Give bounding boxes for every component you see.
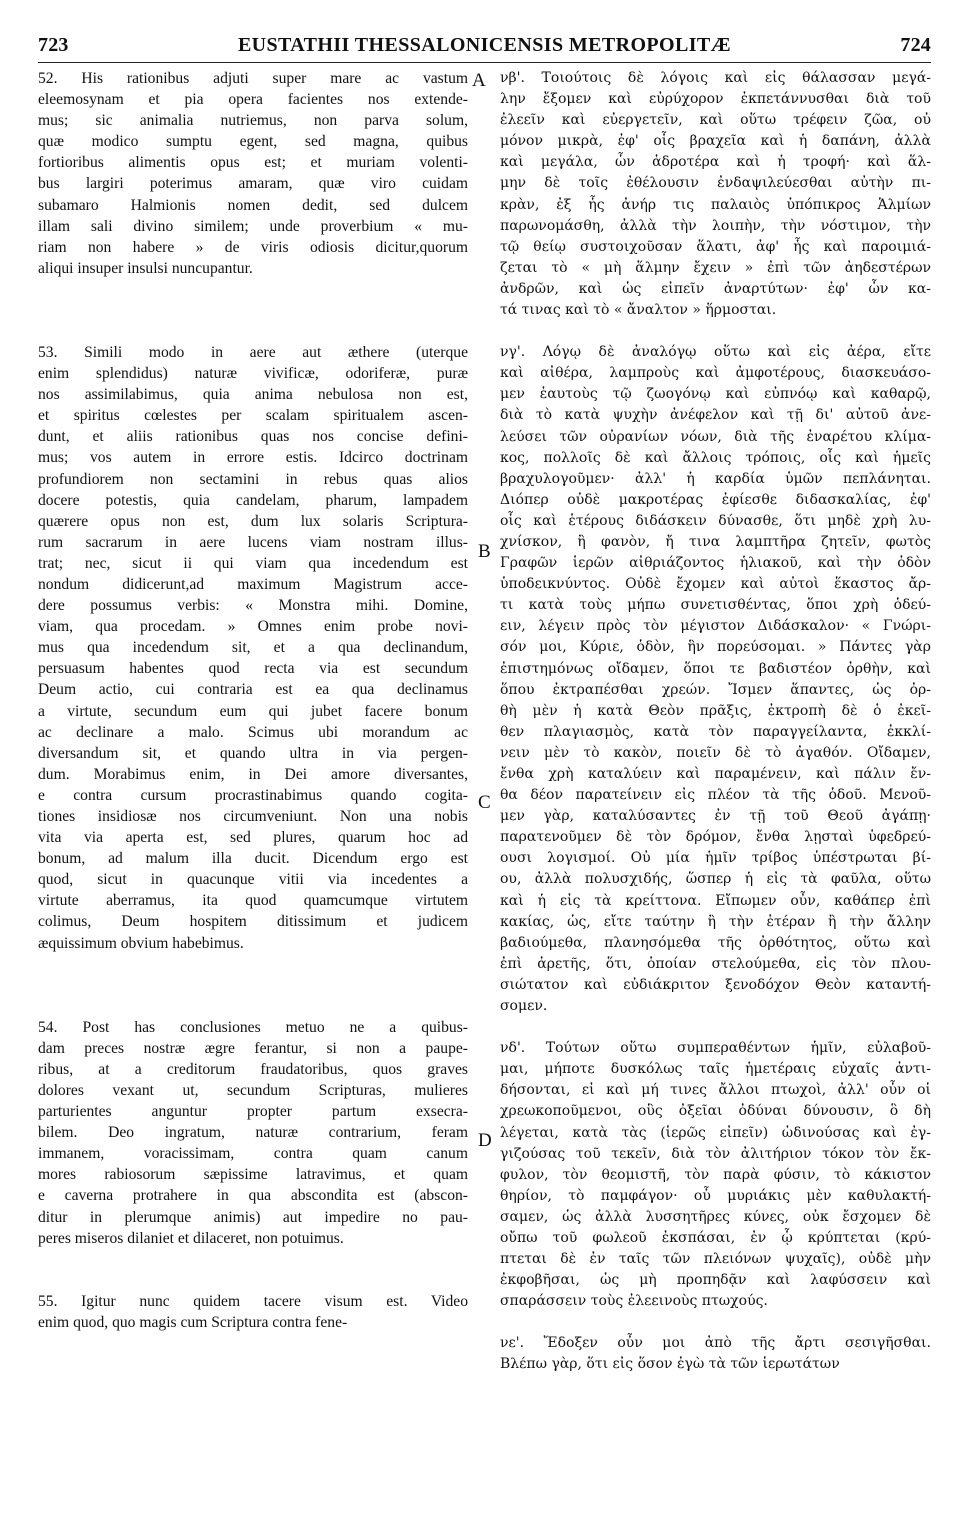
greek-text-line: νγ'. Λόγῳ δὲ ἀναλόγῳ οὕτω καὶ εἰς ἀέρα, εἴτε (500, 344, 931, 361)
latin-text-line: ditur in plerumque animis) aut impedire no pau- (38, 1208, 468, 1226)
latin-text-line: persuasum habentes quod recta via est secundum (38, 660, 468, 678)
greek-text-line: χνίσκον, ἢ φανὸν, ἤ τινα λαμπτῆρα ζητεῖν, φωτὸς (500, 533, 931, 550)
latin-text-line: bonum, ad malum illa ducit. Dicendum ergo est (38, 850, 468, 868)
greek-text-line: σομεν. (500, 998, 548, 1015)
greek-text-line: σαμεν, ὡς ἀλλὰ λυσσητῆρες κύνες, οὐκ ἔσχομεν δὲ (500, 1208, 931, 1225)
latin-text-line: rum sacrarum in aere lucens viam nostram illus- (38, 533, 468, 551)
greek-text-line: ἐπιστημόνως οἴδαμεν, ὅποι τε βαδιστέον ὀρθὴν, καὶ (500, 660, 931, 677)
greek-text-line: θα δέον παρατείνειν εἰς πλέον τὰ τῆς ὁδοῦ. Μενοῦ- (500, 787, 931, 804)
latin-text-line: mores rabiosorum sæpissime latravimus, et quam (38, 1166, 468, 1184)
margin-marker-c: C (478, 792, 491, 813)
latin-text-line: 52. His rationibus adjuti super mare ac vastum (38, 70, 468, 87)
greek-text-line: βαδιούμεθα, πλανησόμεθα τῆς ὀρθότητος, οὕτω καὶ (500, 934, 931, 951)
greek-text-line: μεν ἑαυτοὺς τῷ ζωογόνῳ καὶ εὐπνόῳ καὶ καθαρῷ, (500, 386, 931, 403)
latin-text-line: a virtute, secundum eum qui jubet facere bonum (38, 702, 468, 720)
latin-text-line: eleemosynam et pia opera facientes nos extende- (38, 91, 468, 109)
greek-text-line: καὶ ἡ εἰς τὰ κρείττονα. Εἴπωμεν οὖν, καθάπερ ἐπὶ (500, 892, 931, 909)
paragraph-gap (38, 300, 468, 321)
greek-paragraph (500, 68, 931, 321)
greek-text-line: ουσι λογισμοί. Οὐ μία ἡμῖν τρίβος ὑπέστρωται βί- (500, 850, 931, 867)
greek-text-line: γιζούσας τοῦ τεκεῖν, διὰ τὸν ἀλιτήριον τόκον τὸν ἔκ- (500, 1145, 931, 1162)
greek-paragraph (500, 1038, 931, 1312)
greek-text-line: οὔπω τοῦ φωλεοῦ ἐκσπάσαι, ἐν ᾧ κρύπτεται (κρύ- (500, 1229, 931, 1246)
paragraph-gap (500, 321, 931, 342)
greek-text-line: βραχυλογοῦμεν· ἀλλ' ἡ καρδία ὑμῶν πεπλάνηται. (500, 470, 931, 487)
latin-text-line: riam non habere » de viris odiosis dicitur,quorum (38, 238, 468, 256)
margin-marker-b: B (478, 541, 491, 562)
greek-text-line: ἐκφοβῆσαι, ὡς μὴ προπηδᾷν καὶ λαφύσσειν καὶ (500, 1272, 931, 1289)
latin-text-line: fortioribus alimentis opus est; et muriam volenti- (38, 154, 468, 172)
margin-marker-a: A (472, 70, 486, 91)
latin-text-line: mus; sic animalia nutriemus, non parva solum, (38, 112, 468, 130)
latin-text-line: 53. Simili modo in aere aut æthere (uterque (38, 343, 468, 361)
greek-column (500, 68, 931, 1376)
running-header (38, 34, 931, 60)
greek-text-line: νε'. Ἔδοξεν οὖν μοι ἀπὸ τῆς ἄρτι σεσιγῆσθαι. (500, 1335, 931, 1352)
latin-text-line: dum. Morabimus enim, in Dei amore diversantes, (38, 765, 468, 783)
greek-text-line: τι κατὰ τοὺς μήπω συνετισθέντας, ὅποι χρὴ ὁδεύ- (500, 597, 931, 614)
paragraph-gap (500, 1017, 931, 1038)
latin-paragraph (38, 68, 468, 279)
greek-text-line: τά τινας καὶ τὸ « ἄναλτον » ἥρμοσται. (500, 302, 777, 319)
greek-text-line: σόν μοι, Κύριε, ὁδὸν, ἣν πορεύσομαι. » Πάντες γὰρ (500, 639, 931, 656)
greek-text-line: μην δὲ τοῖς ἐθέλουσιν ἐνδαψιλεύεσθαι αὐτὴν πι- (500, 175, 931, 192)
greek-text-line: θηρίον, τὸ παμφάγον· οὗ μυριάκις μὲν καθυλακτή- (500, 1187, 931, 1204)
latin-text-line: e caverna protrahere in qua abscondita est (abscon- (38, 1187, 468, 1205)
greek-paragraph (500, 1333, 931, 1375)
latin-text-line: profundiorem non sectamini in rebus quas alios (38, 470, 468, 488)
latin-text-line: quod, sicut in quacunque vitii via incedentes a (38, 871, 468, 889)
paragraph-gap (38, 996, 468, 1017)
greek-text-line: Διόπερ οὐδὲ μακροτέρας ἐφίεσθε διδασκαλίας, ἐφ' (500, 491, 931, 508)
paragraph-gap (38, 954, 468, 975)
greek-text-line: μαι, μήποτε δυσκόλως ταῖς ἡμετέραις εὐχαῖς ἀντι- (500, 1061, 931, 1078)
latin-text-line: bilem. Deo ingratum, naturæ contrarium, feram (38, 1124, 468, 1142)
latin-text-line: 55. Igitur nunc quidem tacere visum est. Video (38, 1292, 468, 1310)
greek-text-line: θεν πλαγιασμὸς, κατὰ τὸν παραγγείλαντα, ἐκκλί- (500, 723, 931, 740)
latin-text-line: Deum actio, cui contraria est ea qua declinamus (38, 681, 468, 699)
greek-text-line: σπαράσσειν τοὺς ἐλεεινοὺς πτωχούς. (500, 1293, 768, 1310)
greek-text-line: παρατενοῦμεν δὲ τὸν δρόμον, ἔνθα λῃσταὶ ὑφεδρεύ- (500, 829, 931, 846)
greek-text-line: μόνον μικρὰ, ἐφ' οἷς βραχεῖα καὶ ἡ δαπάνη, ἀλλὰ (500, 133, 931, 150)
greek-text-line: ἐπὶ ἀρετῆς, ὅτι, ὁποίαν στελούμεθα, εἰς τὸν πλου- (500, 955, 931, 972)
greek-text-line: νειν μὲν τὸ κακὸν, ποιεῖν δὲ τὸ ἀγαθόν. Οἴδαμεν, (500, 744, 931, 761)
latin-text-line: bus largiri poterimus amaram, quæ viro cuidam (38, 175, 468, 193)
latin-text-line: quæ modico sumptu egent, sed magna, quibus (38, 133, 468, 151)
latin-text-line: mus; vos autem in errore estis. Idcirco doctrinam (38, 449, 468, 467)
greek-text-line: θὴ μὲν ἡ κατὰ Θεὸν πρᾶξις, ἐκτροπὴ δὲ ὁ ἐκεῖ- (500, 702, 931, 719)
page-number-left: 723 (38, 34, 69, 56)
latin-paragraph (38, 1291, 468, 1333)
greek-text-line: σιώτατον καὶ εὐδιάκριτον ξενοδόχον Θεὸν καταντή- (500, 976, 931, 993)
greek-text-line: λην ἔξομεν καὶ εὐρύχορον ἐκπετάννυσθαι διὰ τοῦ (500, 91, 931, 108)
paragraph-gap (500, 1312, 931, 1333)
page-number-right: 724 (900, 34, 931, 56)
greek-text-line: κακίας, ὡς, εἴτε ταύτην ἢ τὴν ἑτέραν ἢ τὴν ἄλλην (500, 913, 931, 930)
running-title: EUSTATHII THESSALONICENSIS METROPOLITÆ (237, 34, 732, 56)
paragraph-gap (38, 1270, 468, 1291)
latin-text-line: e contra cursum procrastinabimus quando cogita- (38, 786, 468, 804)
greek-text-line: κρὰν, ἐξ ἧς ἀνήρ τις παλαιὸς ὑπόπικρος Ἁλμίων (500, 196, 931, 213)
latin-text-line: dere possumus verbis: « Monstra mihi. Domine, (38, 597, 468, 615)
greek-text-line: ὑποδεικνύντος. Οὐδὲ ἔχομεν καὶ αὐτοὶ ἕκαστος ἄρ- (500, 576, 931, 593)
latin-text-line: ribus, at a creditorum fraudatoribus, quos graves (38, 1060, 468, 1078)
greek-paragraph (500, 342, 931, 1017)
greek-text-line: δήσονται, εἰ καὶ μή τινες ἄλλοι πτωχοὶ, ἀλλ' οὖν οἱ (500, 1082, 931, 1099)
latin-text-line: virtute aberramus, ita quod quamcumque virtutem (38, 892, 468, 910)
paragraph-gap (38, 975, 468, 996)
greek-text-line: νβ'. Τοιούτοις δὲ λόγοις καὶ εἰς θάλασσαν μεγά- (500, 70, 931, 86)
latin-text-line: dolores vexant ut, secundum Scripturas, mulieres (38, 1081, 468, 1099)
greek-text-line: κος, πολλοῖς δὲ καὶ ἄλλοις τρόποις, οἷς καὶ ἡμεῖς (500, 449, 931, 466)
greek-text-line: καὶ μεγάλα, ὧν ἁδροτέρα καὶ ἡ τροφή· καὶ ἅλ- (500, 154, 931, 171)
latin-text-line: subamaro Halmionis nomen dedit, sed dulcem (38, 196, 468, 214)
greek-text-line: τῷ θείῳ συστοιχοῦσαν ἅλατι, ἀφ' ἧς καὶ παροιμιά- (500, 238, 931, 255)
greek-text-line: πτεται δὲ ἐν ταῖς τῶν πλειόνων ψυχαῖς), οὐδὲ μὴν (500, 1251, 931, 1268)
latin-text-line: parturientes anguntur propter partum exsecra- (38, 1103, 468, 1121)
greek-text-line: οἷς καὶ ἑτέρους διδάσκειν δύνασθε, ὅτι μηδὲ χρὴ λυ- (500, 512, 931, 529)
paragraph-gap (38, 321, 468, 342)
greek-text-line: νδ'. Τούτων οὕτω συμπεραθέντων ἡμῖν, εὐλαβοῦ- (500, 1040, 931, 1057)
latin-text-line: enim quod, quo magis cum Scriptura contra fene- (38, 1313, 348, 1331)
latin-text-line: tiones insidiosæ nos circumveniunt. Non una nobis (38, 808, 468, 825)
greek-text-line: καὶ αἰθέρα, λαμπροὺς καὶ ἀμφοτέρους, διασκευάσο- (500, 365, 931, 382)
greek-text-line: μεν γὰρ, καταλύσαντες ἐν τῇ τοῦ Θεοῦ ἀγάπῃ· (500, 808, 931, 825)
greek-text-line: ου, ἀλλὰ πολυσχιδής, ὥσπερ ἡ εἰς τὰ φαῦλα, οὕτω (500, 871, 931, 888)
greek-text-line: ἀνδρῶν, καὶ ὡς εἰπεῖν ἀναρτύτων· ἐφ' ὧν κα- (500, 280, 931, 297)
latin-text-line: 54. Post has conclusiones metuo ne a quibus- (38, 1018, 468, 1036)
latin-text-line: dam preces nostræ ægre ferantur, si non a paupe- (38, 1039, 468, 1057)
latin-text-line: vita via aperta est, sed plures, quarum hoc ad (38, 829, 468, 847)
greek-text-line: ειν, λέγειν πρὸς τὸν μέγιστον Διδάσκαλον· « Γνώρι- (500, 618, 931, 635)
greek-text-line: λέγεται, κατὰ τὰς (ἱερῶς εἰπεῖν) ὠδινούσας καὶ ἐγ- (500, 1124, 931, 1141)
greek-text-line: Γραφῶν ἱερῶν αἰθριάζοντος ἡλιακοῦ, καὶ τὴν ὁδὸν (500, 555, 931, 572)
latin-text-line: mus qua incedendum sit, et a qua declinandum, (38, 639, 468, 657)
latin-text-line: immanem, voracissimam, contra quam canum (38, 1145, 468, 1163)
greek-text-line: ἔνθα χρὴ καταλύειν καὶ παραμένειν, καὶ πάλιν ἔν- (500, 766, 931, 782)
latin-text-line: aliqui insuper insulsi nuncupantur. (38, 259, 253, 277)
latin-text-line: viam, qua procedam. » Omnes enim probe novi- (38, 618, 468, 636)
latin-text-line: quærere opus non est, dum lux solaris Scriptura- (38, 512, 468, 530)
latin-text-line: diversandum sit, et quando ultra in via pergen- (38, 744, 468, 762)
latin-text-line: trat; nec, sicut ii qui viam qua incedendum est (38, 554, 468, 572)
paragraph-gap (38, 279, 468, 300)
greek-text-line: λεύσει τῶν οὐρανίων νόων, διὰ τῆς ἐναρέτου κλίμα- (500, 428, 931, 445)
greek-text-line: ἐλεεῖν καὶ εὐεργετεῖν, καὶ οὕτω τρέφειν ζῶα, οὐ (500, 112, 931, 129)
latin-text-line: dunt, et aliis rationibus quas nos concise defini- (38, 428, 468, 446)
latin-paragraph (38, 342, 468, 954)
latin-text-line: docere potestis, quia candelam, pharum, lampadem (38, 491, 468, 509)
greek-text-line: Βλέπω γὰρ, ὅτι εἰς ὅσον ἐγὼ τὰ τῶν ἱερωτάτων (500, 1356, 840, 1373)
greek-text-line: διὰ τὸ κατὰ ψυχὴν ἀνέφελον καὶ τῇ δι' αὐτοῦ ἀνε- (500, 407, 931, 424)
latin-text-line: et spiritus cœlestes per scalam spiritualem ascen- (38, 407, 468, 425)
latin-text-line: ac declinare a malo. Scimus ubi morandum ac (38, 723, 468, 741)
latin-column (38, 68, 468, 1333)
greek-text-line: ὅπου ἐκτραπέσθαι χρεών. Ἴσμεν ἅπαντες, ὡς ὀρ- (500, 681, 931, 698)
latin-text-line: enim splendidus) naturæ vivificæ, odoriferæ, puræ (38, 365, 468, 383)
latin-text-line: peres miseros dilaniet et dilaceret, non potuimus. (38, 1229, 344, 1247)
latin-paragraph (38, 1017, 468, 1249)
latin-text-line: nondum didicerunt,ad maximum Magistrum acce- (38, 575, 468, 593)
greek-text-line: χρεωκοποῦμενοι, οὓς ὀξεῖαι ὀδύναι δύνουσιν, ὃ δὴ (500, 1103, 931, 1120)
latin-text-line: nos assimilabimus, quia anima nebulosa non est, (38, 386, 468, 404)
greek-text-line: παρωνομάσθη, ἀλλὰ τὴν λοιπὴν, τὴν νόστιμον, τὴν (500, 217, 931, 234)
greek-text-line: ζεται τὸ « μὴ ἅλμην ἔχειν » ἐπὶ τῶν ἀηδεστέρων (500, 259, 931, 276)
margin-marker-d: D (478, 1130, 492, 1151)
paragraph-gap (38, 1249, 468, 1270)
latin-text-line: æquissimum obvium habebimus. (38, 934, 244, 952)
latin-text-line: colimus, Deum hospitem ditissimum et judicem (38, 913, 468, 931)
header-rule (38, 62, 931, 63)
latin-text-line: illam sali divino similem; unde proverbium « mu- (38, 217, 468, 235)
greek-text-line: φυλον, τὸν θεομιστῆ, τὸν παρὰ φύσιν, τὸ κάκιστον (500, 1166, 931, 1183)
